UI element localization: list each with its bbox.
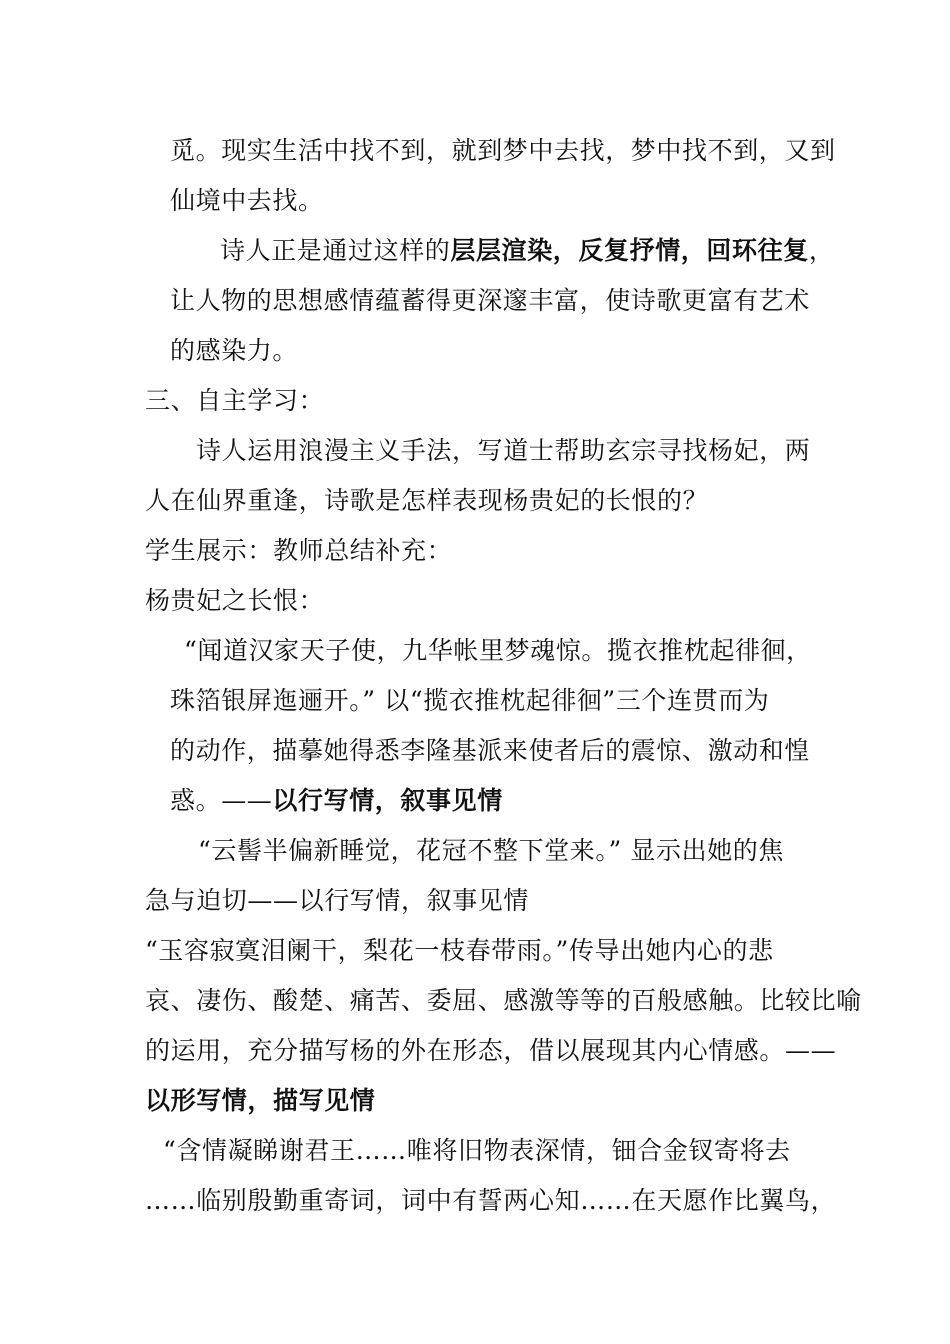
paragraph2-line2: 让人物的思想感情蕴蓄得更深邃丰富，使诗歌更富有艺术 — [170, 286, 811, 315]
section-heading: 三、自主学习： — [145, 386, 325, 415]
paragraph2-comma: ， — [808, 236, 835, 265]
quote4-line1: “含情凝睇谢君王……唯将旧物表深情，钿合金钗寄将去 — [163, 1136, 791, 1165]
paragraph2-line1 — [220, 234, 834, 268]
quote3-line2: 哀、凄伤、酸楚、痛苦、委屈、感激等等的百般感触。比较比喻 — [145, 986, 862, 1015]
paragraph2-text: 诗人正是通过这样的 — [220, 236, 451, 265]
quote1-line2: 珠箔银屏迤逦开。” 以“揽衣推枕起徘徊”三个连贯而为 — [170, 686, 770, 715]
quote1-emphasis: 以行写情，叙事见情 — [272, 786, 503, 815]
quote1-line1: “闻道汉家天子使，九华帐里梦魂惊。揽衣推枕起徘徊， — [184, 636, 812, 665]
quote2-line2: 急与迫切——以行写情，叙事见情 — [145, 886, 530, 915]
paragraph1-line2: 仙境中去找。 — [170, 186, 324, 215]
quote2-line1: “云髻半偏新睡觉，花冠不整下堂来。” 显示出她的焦 — [198, 836, 785, 865]
quote3-line3: 的运用，充分描写杨的外在形态，借以展现其内心情感。—— — [145, 1036, 837, 1065]
question-line1: 诗人运用浪漫主义手法，写道士帮助玄宗寻找杨妃，两 — [196, 436, 811, 465]
question-line2: 人在仙界重逢，诗歌是怎样表现杨贵妃的长恨的？ — [145, 486, 709, 515]
paragraph2-emphasis: 层层渲染，反复抒情，回环往复 — [450, 236, 809, 265]
quote3-emphasis: 以形写情，描写见情 — [145, 1086, 376, 1115]
quote1-dash: 惑。—— — [170, 786, 273, 815]
quote4-line2: ……临别殷勤重寄词，词中有誓两心知……在天愿作比翼鸟， — [145, 1186, 837, 1215]
subheading: 杨贵妃之长恨： — [145, 586, 325, 615]
quote1-line4 — [170, 784, 503, 818]
quote3-line1: “玉容寂寞泪阑干，梨花一枝春带雨。”传导出她内心的悲 — [145, 936, 774, 965]
quote1-line3: 的动作，描摹她得悉李隆基派来使者后的震惊、激动和惶 — [170, 736, 811, 765]
paragraph1-line1: 觅。现实生活中找不到，就到梦中去找，梦中找不到，又到 — [170, 136, 836, 165]
student-show-line: 学生展示：教师总结补充： — [145, 536, 453, 565]
paragraph2-line3: 的感染力。 — [170, 336, 299, 365]
